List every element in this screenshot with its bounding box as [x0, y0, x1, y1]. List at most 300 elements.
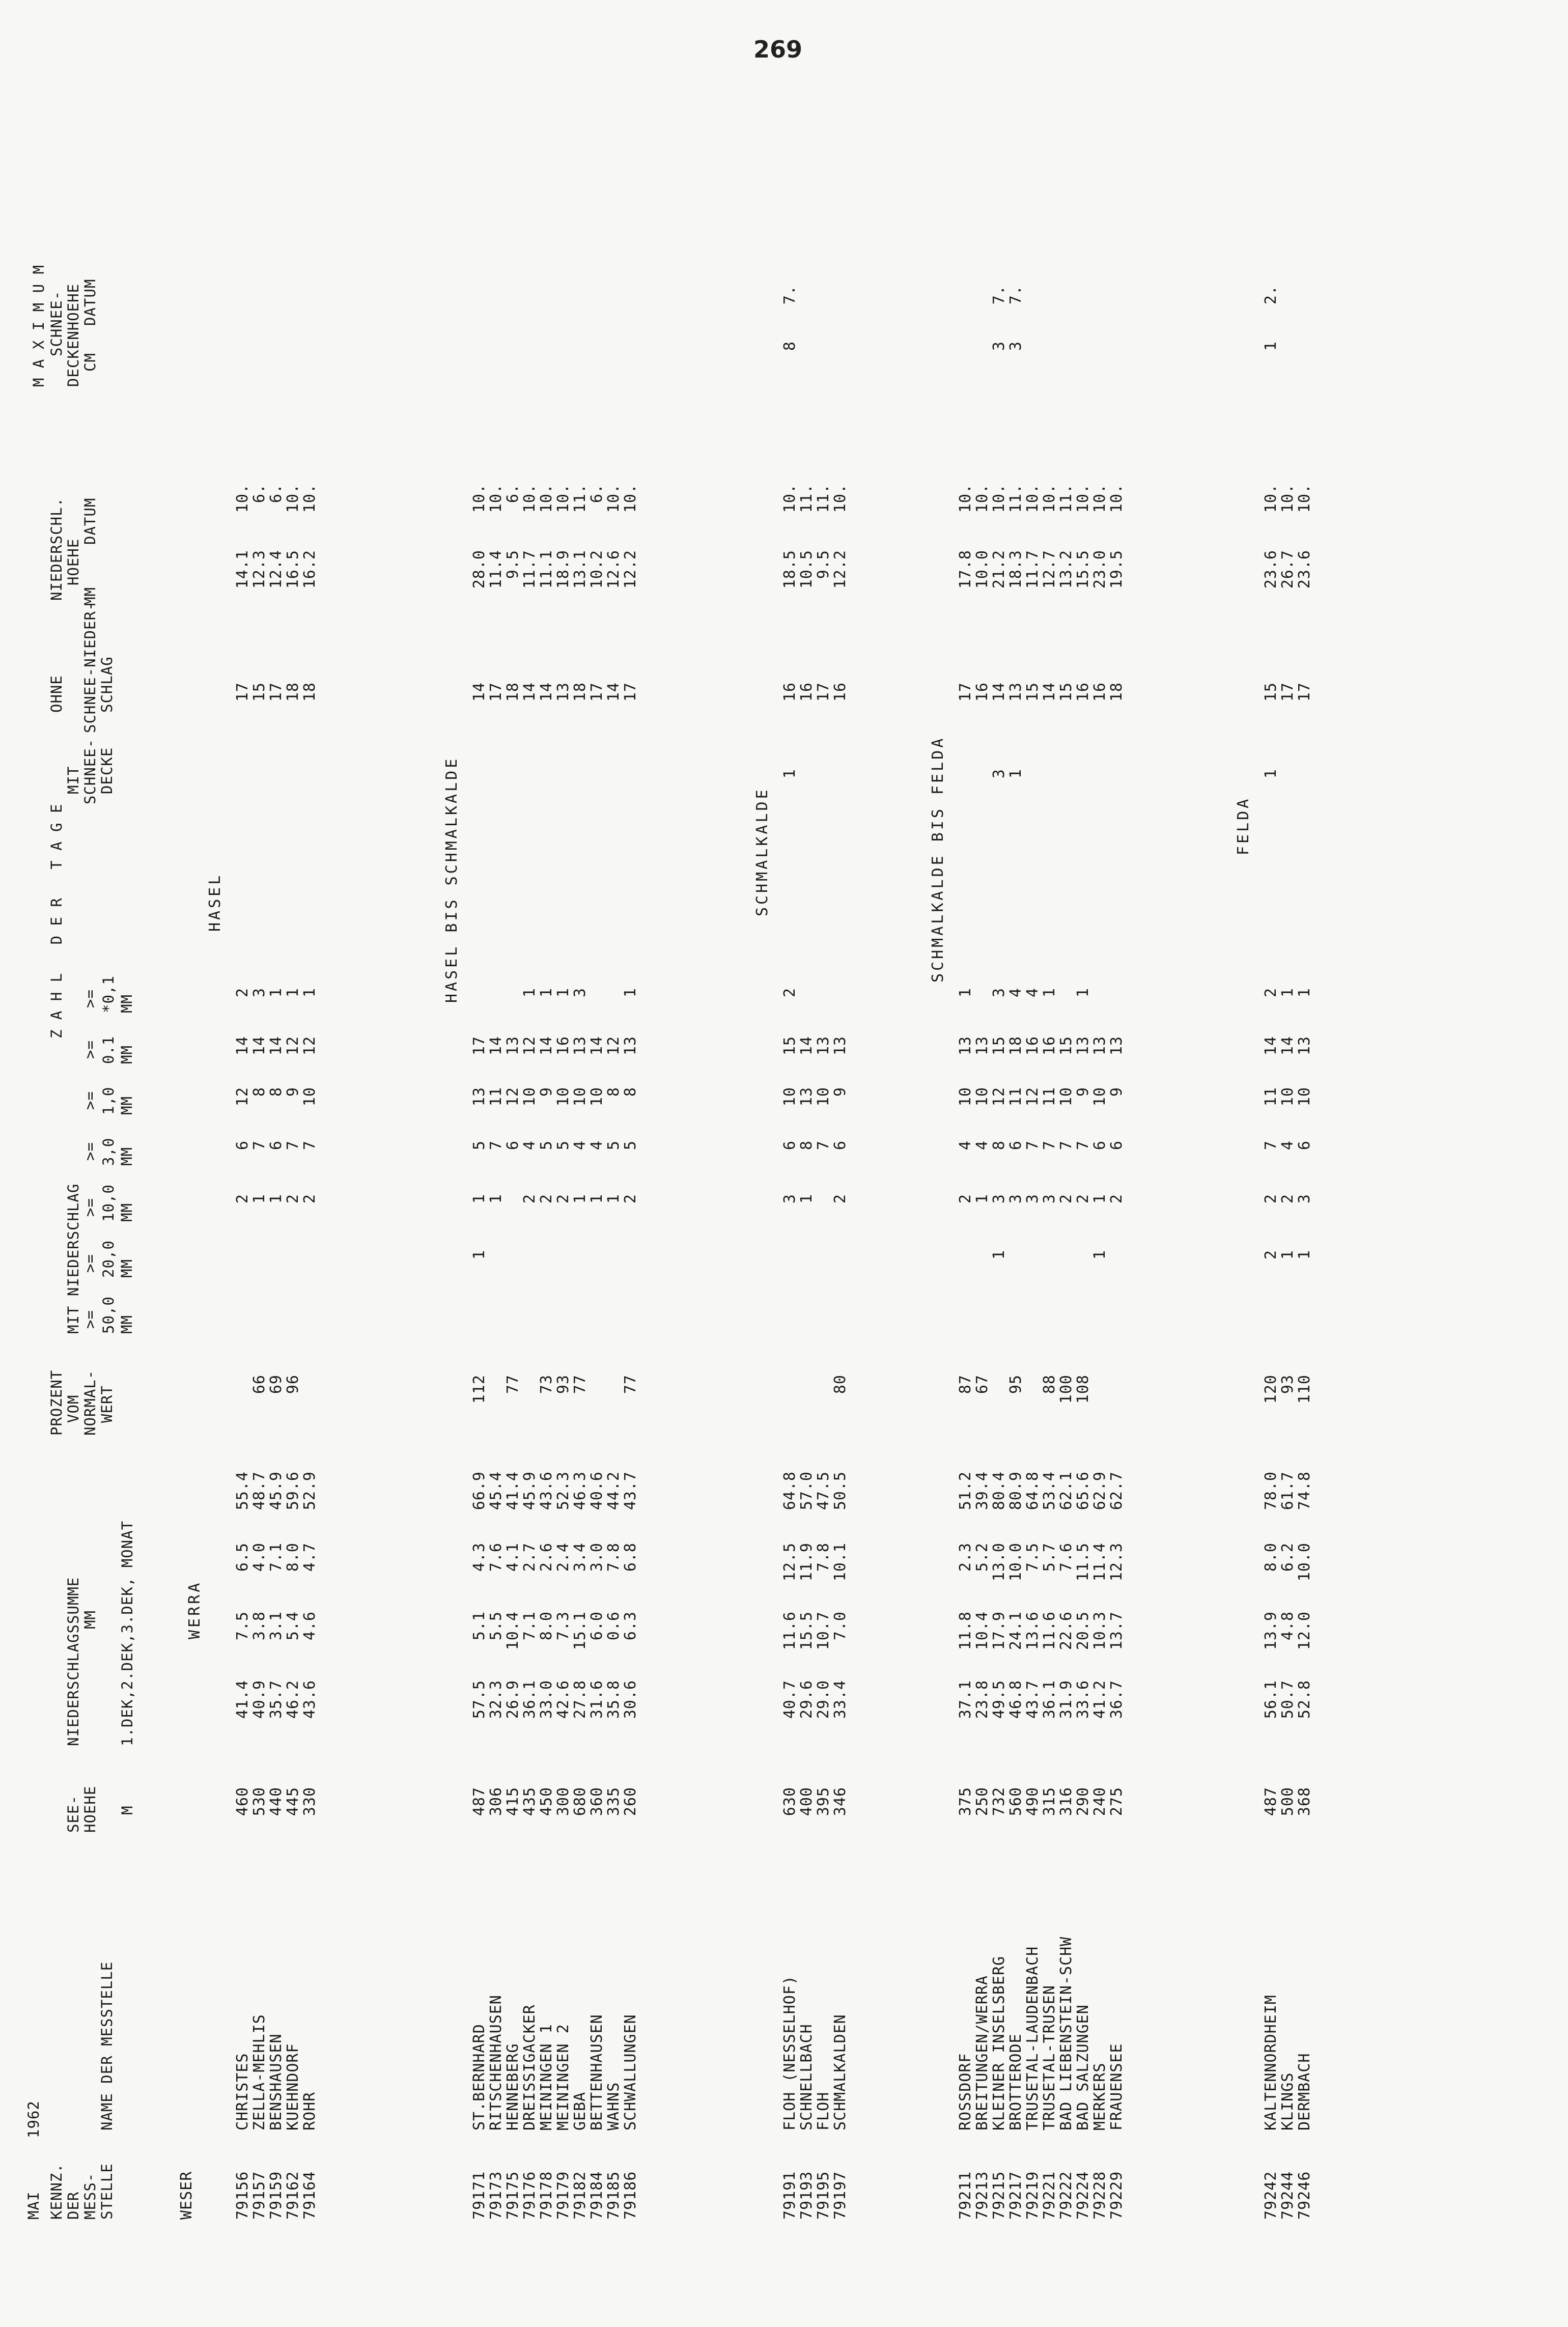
- days-without-snowfall: 17: [267, 682, 285, 702]
- max-precip-height: 26.7: [1279, 550, 1297, 589]
- station-height: 300: [554, 1787, 572, 1816]
- station-id: 79191: [781, 2171, 799, 2220]
- header-schnee-2: SCHNEE-: [81, 738, 99, 804]
- max-precip-height: 10.0: [973, 550, 991, 589]
- days-threshold-6: 13: [957, 1036, 974, 1056]
- max-precip-height: 11.7: [521, 550, 539, 589]
- max-precip-height: 17.8: [957, 550, 974, 589]
- max-precip-height: 9.5: [504, 550, 522, 579]
- days-without-snowfall: 16: [798, 682, 816, 702]
- days-threshold-6: 13: [1108, 1036, 1126, 1056]
- days-without-snowfall: 17: [622, 682, 639, 702]
- month-sum: 62.1: [1057, 1471, 1075, 1510]
- max-precip-height: 12.7: [1041, 550, 1058, 589]
- decade-3-sum: 6.2: [1279, 1543, 1297, 1572]
- decade-1-sum: 46.2: [284, 1680, 302, 1719]
- page-number: 269: [753, 36, 803, 63]
- header-niederschlag-unit: MM: [81, 1610, 99, 1629]
- station-name: HENNEBERG: [504, 2043, 522, 2130]
- station-id: 79171: [470, 2171, 488, 2220]
- station-name: KALTENNORDHEIM: [1262, 1995, 1280, 2130]
- decade-2-sum: 3.8: [250, 1611, 268, 1641]
- header-kennz-1: KENNZ.: [48, 2163, 65, 2220]
- days-without-snowfall: 17: [815, 682, 832, 702]
- percent-normal: 77: [571, 1375, 589, 1394]
- decade-1-sum: 57.5: [470, 1680, 488, 1719]
- decade-3-sum: 4.3: [470, 1543, 488, 1572]
- days-threshold-5: 11: [1262, 1087, 1280, 1107]
- percent-normal: 67: [973, 1375, 991, 1394]
- days-threshold-5: 12: [234, 1087, 251, 1107]
- max-precip-height: 16.2: [301, 550, 319, 589]
- days-threshold-3: 3: [1041, 1194, 1058, 1204]
- max-precip-date: 10.: [1108, 484, 1126, 513]
- decade-3-sum: 12.5: [781, 1543, 799, 1582]
- station-name: ZELLA-MEHLIS: [250, 2014, 268, 2130]
- station-name: KLEINER INSELSBERG: [990, 1955, 1008, 2130]
- station-id: 79185: [605, 2171, 623, 2220]
- days-threshold-4: 7: [815, 1140, 832, 1151]
- days-threshold-3: 3: [1024, 1194, 1042, 1204]
- month-sum: 64.8: [1024, 1471, 1042, 1510]
- station-id: 79228: [1091, 2171, 1109, 2220]
- days-threshold-6: 13: [504, 1036, 522, 1056]
- days-threshold-6: 15: [781, 1036, 799, 1056]
- max-precip-height: 11.4: [487, 550, 505, 589]
- month-sum: 64.8: [781, 1471, 799, 1510]
- days-threshold-4: 6: [1007, 1140, 1025, 1151]
- days-threshold-4: 7: [1074, 1140, 1092, 1151]
- decade-1-sum: 33.0: [538, 1680, 555, 1719]
- days-threshold-6: 17: [470, 1036, 488, 1056]
- days-threshold-3: 2: [1074, 1194, 1092, 1204]
- days-threshold-5: 11: [1041, 1087, 1058, 1107]
- decade-2-sum: 7.0: [831, 1611, 849, 1641]
- month-sum: 40.6: [588, 1471, 606, 1510]
- decade-3-sum: 11.4: [1091, 1543, 1109, 1582]
- days-threshold-6: 13: [1091, 1036, 1109, 1056]
- days-threshold-7: 2: [1262, 988, 1280, 998]
- days-threshold-5: 10: [1296, 1087, 1313, 1107]
- decade-1-sum: 26.9: [504, 1680, 522, 1719]
- days-threshold-6: 14: [798, 1036, 816, 1056]
- days-threshold-5: 10: [588, 1087, 606, 1107]
- max-precip-height: 18.3: [1007, 550, 1025, 589]
- max-precip-height: 12.2: [622, 550, 639, 589]
- days-threshold-6: 13: [1296, 1036, 1313, 1056]
- days-threshold-6: 18: [1007, 1036, 1025, 1056]
- days-threshold-6: 12: [284, 1036, 302, 1056]
- days-threshold-3: 2: [622, 1194, 639, 1204]
- decade-3-sum: 7.6: [1057, 1543, 1075, 1572]
- header-max-nieder-4: DATUM: [81, 497, 99, 545]
- days-threshold-3: 1: [588, 1194, 606, 1204]
- max-precip-date: 10.: [831, 484, 849, 513]
- decade-2-sum: 17.9: [990, 1611, 1008, 1650]
- days-threshold-3: 3: [1007, 1194, 1025, 1204]
- month-sum: 80.4: [990, 1471, 1008, 1510]
- decade-2-sum: 11.6: [781, 1611, 799, 1650]
- station-height: 306: [487, 1787, 505, 1816]
- percent-normal: 88: [1041, 1375, 1058, 1394]
- days-threshold-6: 12: [605, 1036, 623, 1056]
- header-seehoehe-2: HOEHE: [81, 1785, 99, 1833]
- max-precip-date: 10.: [554, 484, 572, 513]
- days-threshold-4: 6: [1296, 1140, 1313, 1151]
- header-kennz-3: MESS-: [81, 2172, 99, 2220]
- month-sum: 66.9: [470, 1471, 488, 1510]
- header-month: MAI: [25, 2191, 42, 2220]
- station-id: 79182: [571, 2171, 589, 2220]
- threshold-6-line-3: MM: [118, 1045, 135, 1064]
- max-precip-date: 11.: [571, 484, 589, 513]
- header-max-nieder-3: MM: [81, 587, 99, 606]
- days-without-snowfall: 14: [1041, 682, 1058, 702]
- days-threshold-5: 11: [1007, 1087, 1025, 1107]
- days-without-snowfall: 17: [487, 682, 505, 702]
- days-threshold-3: 1: [470, 1194, 488, 1204]
- percent-normal: 69: [267, 1375, 285, 1394]
- decade-3-sum: 7.8: [815, 1543, 832, 1572]
- percent-normal: 77: [504, 1375, 522, 1394]
- station-id: 79178: [538, 2171, 555, 2220]
- header-niederschlag-cols: 1.DEK,2.DEK,3.DEK, MONAT: [119, 1520, 136, 1746]
- days-threshold-5: 12: [990, 1087, 1008, 1107]
- station-height: 346: [831, 1787, 849, 1816]
- month-sum: 61.7: [1279, 1471, 1297, 1510]
- max-precip-height: 11.1: [538, 550, 555, 589]
- max-precip-height: 11.7: [1024, 550, 1042, 589]
- days-threshold-7: 2: [234, 988, 251, 998]
- header-prozent-1: PROZENT: [48, 1369, 65, 1436]
- max-precip-date: 10.: [1296, 484, 1313, 513]
- days-threshold-3: 2: [301, 1194, 319, 1204]
- days-threshold-3: 3: [781, 1194, 799, 1204]
- month-sum: 51.2: [957, 1471, 974, 1510]
- month-sum: 44.2: [605, 1471, 623, 1510]
- decade-2-sum: 15.5: [798, 1611, 816, 1650]
- max-precip-height: 19.5: [1108, 550, 1126, 589]
- percent-normal: 93: [554, 1375, 572, 1394]
- station-height: 487: [1262, 1787, 1280, 1816]
- max-precip-height: 23.6: [1262, 550, 1280, 589]
- station-id: 79244: [1279, 2171, 1297, 2220]
- max-snow-date: 7.: [781, 285, 799, 305]
- max-precip-date: 6.: [250, 484, 268, 503]
- decade-2-sum: 20.5: [1074, 1611, 1092, 1650]
- days-without-snowfall: 16: [973, 682, 991, 702]
- max-precip-date: 11.: [1057, 484, 1075, 513]
- days-threshold-5: 12: [504, 1087, 522, 1107]
- max-precip-date: 10.: [487, 484, 505, 513]
- days-threshold-7: 1: [1296, 988, 1313, 998]
- station-height: 487: [470, 1787, 488, 1816]
- days-threshold-5: 9: [284, 1087, 302, 1097]
- days-threshold-3: 2: [284, 1194, 302, 1204]
- month-sum: 62.9: [1091, 1471, 1109, 1510]
- days-without-snowfall: 14: [605, 682, 623, 702]
- station-name: BAD SALZUNGEN: [1074, 2004, 1092, 2130]
- station-name: TRUSETAL-LAUDENBACH: [1024, 1946, 1042, 2130]
- days-threshold-4: 4: [957, 1140, 974, 1151]
- days-threshold-7: 1: [957, 988, 974, 998]
- max-precip-date: 10.: [622, 484, 639, 513]
- days-threshold-4: 7: [1041, 1140, 1058, 1151]
- station-height: 435: [521, 1787, 539, 1816]
- header-max-schnee-3: CM: [81, 353, 99, 372]
- decade-3-sum: 10.1: [831, 1543, 849, 1582]
- days-threshold-6: 12: [301, 1036, 319, 1056]
- decade-2-sum: 24.1: [1007, 1611, 1025, 1650]
- decade-1-sum: 41.4: [234, 1680, 251, 1719]
- percent-normal: 108: [1074, 1375, 1092, 1404]
- station-height: 240: [1091, 1787, 1109, 1816]
- max-precip-date: 11.: [815, 484, 832, 513]
- month-sum: 52.9: [301, 1471, 319, 1510]
- station-id: 79224: [1074, 2171, 1092, 2220]
- decade-1-sum: 40.7: [781, 1680, 799, 1719]
- days-threshold-6: 14: [1279, 1036, 1297, 1056]
- decade-1-sum: 23.8: [973, 1680, 991, 1719]
- max-precip-height: 12.3: [250, 550, 268, 589]
- decade-2-sum: 10.7: [815, 1611, 832, 1650]
- station-height: 440: [267, 1787, 285, 1816]
- month-sum: 74.8: [1296, 1471, 1313, 1510]
- days-without-snowfall: 14: [538, 682, 555, 702]
- max-precip-date: 10.: [521, 484, 539, 513]
- days-without-snowfall: 17: [1279, 682, 1297, 702]
- threshold-5-line-1: >=: [81, 1091, 99, 1110]
- days-threshold-4: 4: [973, 1140, 991, 1151]
- threshold-5-line-3: MM: [118, 1096, 135, 1115]
- decade-3-sum: 6.8: [622, 1543, 639, 1572]
- days-threshold-4: 7: [1024, 1140, 1042, 1151]
- percent-normal: 120: [1262, 1375, 1280, 1404]
- section-label: HASEL: [206, 873, 224, 932]
- station-name: FRAUENSEE: [1108, 2043, 1126, 2130]
- max-precip-date: 10.: [1091, 484, 1109, 513]
- decade-1-sum: 40.9: [250, 1680, 268, 1719]
- station-id: 79242: [1262, 2171, 1280, 2220]
- days-threshold-3: 2: [538, 1194, 555, 1204]
- days-without-snowfall: 15: [1262, 682, 1280, 702]
- max-snow-date: 7.: [1007, 285, 1025, 305]
- decade-1-sum: 35.7: [267, 1680, 285, 1719]
- decade-3-sum: 5.2: [973, 1543, 991, 1572]
- max-precip-date: 11.: [1007, 484, 1025, 513]
- decade-3-sum: 10.0: [1007, 1543, 1025, 1582]
- station-height: 400: [798, 1787, 816, 1816]
- month-sum: 52.3: [554, 1471, 572, 1510]
- decade-2-sum: 15.1: [571, 1611, 589, 1650]
- days-threshold-4: 4: [571, 1140, 589, 1151]
- days-threshold-4: 7: [487, 1140, 505, 1151]
- station-height: 560: [1007, 1787, 1025, 1816]
- station-name: KUEHNDORF: [284, 2043, 302, 2130]
- max-precip-height: 14.1: [234, 550, 251, 589]
- header-max-schnee-2: DECKENHOEHE: [65, 283, 82, 387]
- decade-3-sum: 2.4: [554, 1543, 572, 1572]
- days-threshold-2: 1: [990, 1250, 1008, 1260]
- station-id: 79173: [487, 2171, 505, 2220]
- max-precip-height: 18.9: [554, 550, 572, 589]
- header-seehoehe-1: SEE-: [65, 1795, 82, 1833]
- station-height: 450: [538, 1787, 555, 1816]
- station-id: 79246: [1296, 2171, 1313, 2220]
- header-year: 1962: [25, 2100, 42, 2138]
- month-sum: 53.4: [1041, 1471, 1058, 1510]
- station-height: 490: [1024, 1787, 1042, 1816]
- decade-3-sum: 13.0: [990, 1543, 1008, 1582]
- station-name: SCHWALLUNGEN: [622, 2014, 639, 2130]
- header-kennz-2: DER: [65, 2191, 82, 2220]
- section-label: SCHMALKALDE BIS FELDA: [929, 736, 947, 983]
- month-sum: 41.4: [504, 1471, 522, 1510]
- station-height: 630: [781, 1787, 799, 1816]
- max-precip-date: 10.: [1279, 484, 1297, 513]
- header-ohne-2: SCHNEE-NIEDER-: [81, 601, 99, 733]
- days-threshold-7: 3: [571, 988, 589, 998]
- max-precip-date: 10.: [781, 484, 799, 513]
- days-threshold-5: 9: [1108, 1087, 1126, 1097]
- max-precip-date: 10.: [973, 484, 991, 513]
- decade-2-sum: 13.7: [1108, 1611, 1126, 1650]
- station-name: CHRISTES: [234, 2053, 251, 2130]
- decade-3-sum: 5.7: [1041, 1543, 1058, 1572]
- station-height: 415: [504, 1787, 522, 1816]
- station-name: TRUSETAL-TRUSEN: [1041, 1985, 1058, 2130]
- station-height: 260: [622, 1787, 639, 1816]
- station-name: MEININGEN 2: [554, 2024, 572, 2130]
- station-name: ROHR: [301, 2091, 319, 2130]
- days-threshold-5: 11: [487, 1087, 505, 1107]
- days-threshold-7: 3: [990, 988, 1008, 998]
- header-kennz-4: STELLE: [98, 2163, 116, 2220]
- header-max-nieder-1: NIEDERSCHL.: [48, 497, 65, 601]
- station-id: 79156: [234, 2171, 251, 2220]
- header-niederschlag-title: NIEDERSCHLAGSSUMME: [65, 1577, 82, 1746]
- days-threshold-7: 1: [538, 988, 555, 998]
- decade-2-sum: 11.6: [1041, 1611, 1058, 1650]
- month-sum: 62.7: [1108, 1471, 1126, 1510]
- days-without-snowfall: 16: [1091, 682, 1109, 702]
- days-threshold-4: 7: [1057, 1140, 1075, 1151]
- station-name: MERKERS: [1091, 2062, 1109, 2130]
- max-precip-height: 28.0: [470, 550, 488, 589]
- max-precip-height: 10.2: [588, 550, 606, 589]
- decade-2-sum: 7.1: [521, 1611, 539, 1641]
- decade-2-sum: 5.5: [487, 1611, 505, 1641]
- section-label: SCHMALKALDE: [753, 787, 771, 916]
- station-name: WAHNS: [605, 2082, 623, 2130]
- threshold-6-line-1: >=: [81, 1040, 99, 1059]
- days-threshold-6: 16: [1041, 1036, 1058, 1056]
- days-threshold-4: 5: [470, 1140, 488, 1151]
- days-threshold-3: 1: [487, 1194, 505, 1204]
- station-height: 445: [284, 1787, 302, 1816]
- threshold-7-line-2: *0,1: [100, 975, 117, 1013]
- days-threshold-4: 5: [605, 1140, 623, 1151]
- decade-2-sum: 13.9: [1262, 1611, 1280, 1650]
- decade-1-sum: 36.1: [1041, 1680, 1058, 1719]
- days-threshold-3: 2: [521, 1194, 539, 1204]
- decade-3-sum: 2.6: [538, 1543, 555, 1572]
- days-threshold-3: 2: [957, 1194, 974, 1204]
- days-without-snowfall: 16: [781, 682, 799, 702]
- max-precip-height: 10.5: [798, 550, 816, 589]
- station-name: BREITUNGEN/WERRA: [973, 1975, 991, 2130]
- days-threshold-4: 7: [250, 1140, 268, 1151]
- decade-3-sum: 7.6: [487, 1543, 505, 1572]
- days-without-snowfall: 13: [554, 682, 572, 702]
- decade-2-sum: 5.1: [470, 1611, 488, 1641]
- station-name: GEBA: [571, 2091, 589, 2130]
- max-precip-height: 23.0: [1091, 550, 1109, 589]
- days-threshold-4: 4: [1279, 1140, 1297, 1151]
- days-threshold-3: 2: [1057, 1194, 1075, 1204]
- decade-2-sum: 7.5: [234, 1611, 251, 1641]
- days-threshold-7: 3: [250, 988, 268, 998]
- decade-1-sum: 42.6: [554, 1680, 572, 1719]
- decade-2-sum: 10.3: [1091, 1611, 1109, 1650]
- station-name: ST.BERNHARD: [470, 2024, 488, 2130]
- header-seehoehe-unit: M: [119, 1805, 136, 1815]
- threshold-2-line-3: MM: [118, 1259, 135, 1278]
- decade-3-sum: 7.8: [605, 1543, 623, 1572]
- station-id: 79229: [1108, 2171, 1126, 2220]
- days-threshold-7: 1: [1041, 988, 1058, 998]
- days-without-snowfall: 18: [1108, 682, 1126, 702]
- station-id: 79215: [990, 2171, 1008, 2220]
- threshold-4-line-1: >=: [81, 1142, 99, 1161]
- days-threshold-5: 10: [1091, 1087, 1109, 1107]
- days-threshold-6: 13: [622, 1036, 639, 1056]
- month-sum: 43.6: [538, 1471, 555, 1510]
- days-threshold-6: 15: [1057, 1036, 1075, 1056]
- decade-2-sum: 13.6: [1024, 1611, 1042, 1650]
- station-height: 680: [571, 1787, 589, 1816]
- month-sum: 57.0: [798, 1471, 816, 1510]
- header-zahl-title: Z A H L D E R T A G E: [48, 803, 65, 1039]
- station-id: 79157: [250, 2171, 268, 2220]
- station-id: 79222: [1057, 2171, 1075, 2220]
- days-threshold-4: 4: [521, 1140, 539, 1151]
- days-threshold-5: 10: [815, 1087, 832, 1107]
- station-height: 360: [588, 1787, 606, 1816]
- decade-3-sum: 11.5: [1074, 1543, 1092, 1582]
- station-name: FLOH (NESSELHOF): [781, 1975, 799, 2130]
- snow-cover-days: 3: [990, 769, 1008, 779]
- days-threshold-5: 8: [605, 1087, 623, 1097]
- days-threshold-4: 6: [831, 1140, 849, 1151]
- days-threshold-7: 4: [1007, 988, 1025, 998]
- percent-normal: 96: [284, 1375, 302, 1394]
- station-height: 290: [1074, 1787, 1092, 1816]
- days-threshold-2: 2: [1262, 1250, 1280, 1260]
- days-threshold-6: 14: [487, 1036, 505, 1056]
- header-max-schnee-1: SCHNEE-: [48, 290, 65, 356]
- days-without-snowfall: 14: [470, 682, 488, 702]
- station-name: BROTTERODE: [1007, 2033, 1025, 2130]
- days-threshold-4: 6: [1108, 1140, 1126, 1151]
- station-name: RITSCHENHAUSEN: [487, 1995, 505, 2130]
- days-threshold-3: 1: [267, 1194, 285, 1204]
- days-without-snowfall: 16: [1074, 682, 1092, 702]
- month-sum: 39.4: [973, 1471, 991, 1510]
- days-without-snowfall: 14: [990, 682, 1008, 702]
- days-threshold-5: 10: [521, 1087, 539, 1107]
- station-id: 79184: [588, 2171, 606, 2220]
